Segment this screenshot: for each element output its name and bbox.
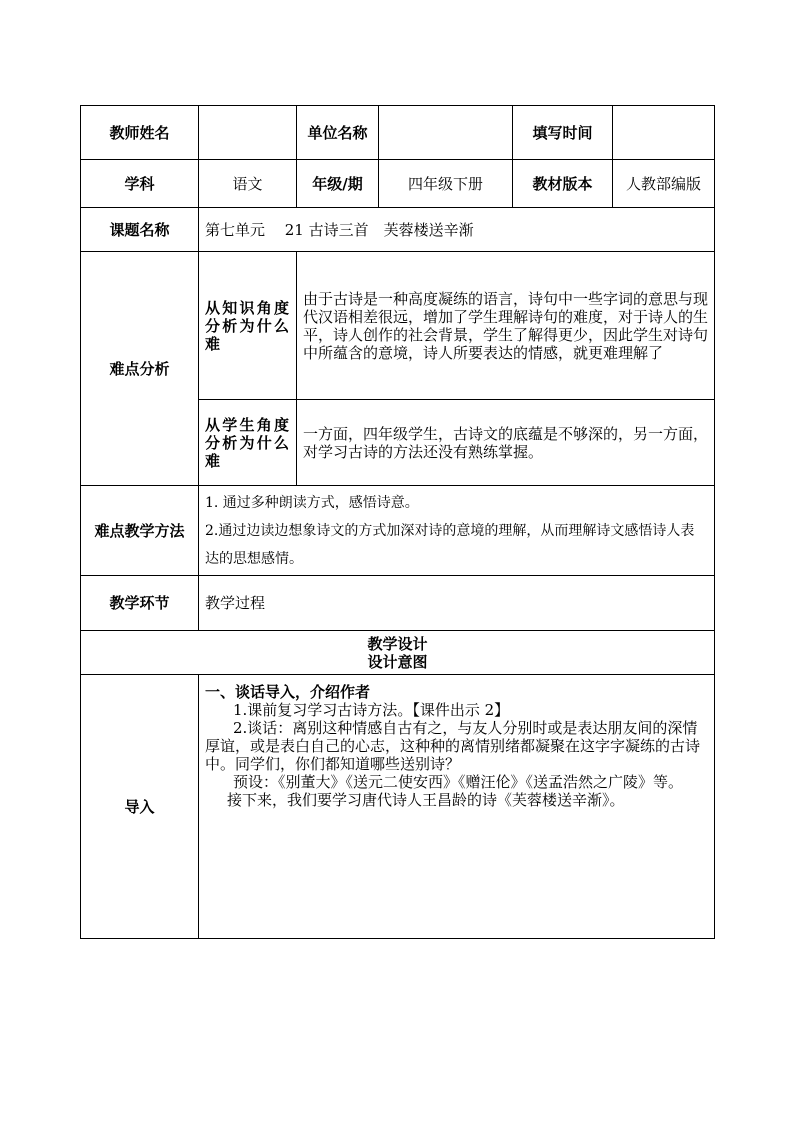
- student-angle-paragraph: 一方面，四年级学生，古诗文的底蕴是不够深的，另一方面，对学习古诗的方法还没有熟练掌握。: [303, 424, 709, 461]
- method-item-1: 1. 通过多种朗读方式，感悟诗意。: [205, 494, 419, 511]
- knowledge-angle-text: [297, 252, 715, 400]
- intro-paragraph-4: 接下来，我们要学习唐代诗人王昌龄的诗《芙蓉楼送辛渐》。: [227, 791, 625, 809]
- method-item-2: 2.通过边读边想象诗文的方式加深对诗的意境的理解，从而理解诗文感悟诗人表达的思想感情。: [205, 522, 695, 567]
- method-label: 难点教学方法: [81, 486, 199, 576]
- topic-row: [81, 208, 715, 252]
- method-row: [81, 486, 715, 576]
- process-label: 教学环节: [81, 576, 199, 631]
- subject-value: 语文: [199, 160, 297, 208]
- student-angle-label: 从学生角度分析为什么难: [199, 400, 297, 486]
- knowledge-angle-label: 从知识角度分析为什么难: [199, 252, 297, 400]
- topic-label: 课题名称: [81, 208, 199, 252]
- difficulty-knowledge-row: [81, 252, 715, 400]
- fill-date-value: [613, 106, 715, 160]
- lesson-plan-table: [80, 105, 715, 939]
- design-title: 教学设计: [367, 634, 428, 653]
- method-content: [199, 486, 715, 576]
- design-header: [81, 631, 715, 675]
- edition-label: 教材版本: [513, 160, 613, 208]
- intro-paragraph-3: 预设：《别董大》《送元二使安西》《赠汪伦》《送孟浩然之广陵》等。: [233, 773, 684, 791]
- header-row: [81, 106, 715, 160]
- intro-paragraph-1: 1.课前复习学习古诗方法。【课件出示 2】: [233, 701, 510, 719]
- edition-value: 人教部编版: [613, 160, 715, 208]
- knowledge-angle-paragraph: 由于古诗是一种高度凝练的语言，诗句中一些字词的意思与现代汉语相差很远，增加了学生理解诗句的难度，对于诗人的生平，诗人创作的社会背景，学生了解得更少，因此学生对诗句中所蕴含的意境，诗人所要表达的情感，就更难理解了: [303, 289, 709, 362]
- intro-label: 导入: [81, 675, 199, 939]
- difficulty-label: 难点分析: [81, 252, 199, 486]
- unit-name-label: 单位名称: [297, 106, 379, 160]
- design-row: [81, 631, 715, 675]
- subject-row: [81, 160, 715, 208]
- teacher-name-value: [199, 106, 297, 160]
- grade-label: 年级/期: [297, 160, 379, 208]
- process-row: [81, 576, 715, 631]
- topic-value: 第七单元 21 古诗三首 芙蓉楼送辛渐: [199, 208, 715, 252]
- fill-date-label: 填写时间: [513, 106, 613, 160]
- intro-row: [81, 675, 715, 939]
- student-angle-text: [297, 400, 715, 486]
- intro-heading: 一、谈话导入，介绍作者: [205, 683, 371, 701]
- intro-content: [199, 675, 715, 939]
- subject-label: 学科: [81, 160, 199, 208]
- unit-name-value: [379, 106, 513, 160]
- teacher-name-label: 教师姓名: [81, 106, 199, 160]
- process-value: 教学过程: [199, 576, 715, 631]
- design-intent-title: 设计意图: [367, 652, 428, 671]
- intro-paragraph-2: 2.谈话：离别这种情感自古有之，与友人分别时或是表达朋友间的深情厚谊，或是表白自己的心志，这种种的离情别绪都凝聚在这字字凝练的古诗中。同学们，你们都知道哪些送别诗？: [205, 719, 701, 773]
- grade-value: 四年级下册: [379, 160, 513, 208]
